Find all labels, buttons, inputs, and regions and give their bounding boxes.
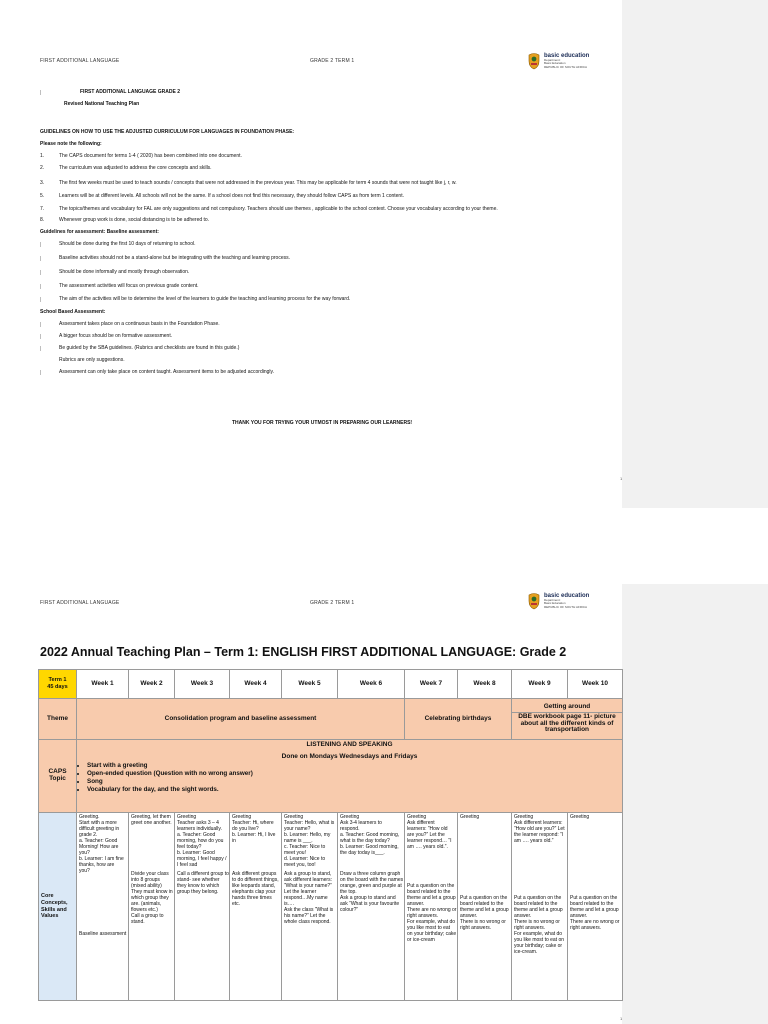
core-concepts-label: Core Concepts, Skills and Values (39, 813, 77, 1001)
caps-topic-content (77, 740, 623, 813)
week-activity (129, 813, 175, 1001)
page-number: 1 (620, 476, 623, 481)
week-activity (282, 813, 338, 1001)
activity-lower: Put a question on the board related to the theme and let a group answer. There is no wrong or right answers. For example, what do you like most to eat on your birthday; cake or ice-cream. (514, 895, 565, 955)
week-activity (77, 813, 129, 1001)
document-page-1 (0, 0, 622, 508)
activity-lower: Ask different groups to do different things, like leopards stand, elephants clap your hands three times etc. (232, 871, 279, 907)
week-header: Week 8 (458, 670, 512, 699)
sba-point: Assessment takes place on a continuous basis in the Foundation Phase. (59, 321, 220, 327)
header-center: GRADE 2 TERM 1 (310, 58, 355, 64)
comment-margin-2 (622, 584, 768, 1024)
bullet: | (40, 322, 42, 328)
point-text: Whenever group work is done, social distancing is to be adhered to. (59, 217, 210, 223)
logo-line1: Department: (544, 597, 561, 602)
baseline-point: Should be done during the first 10 days of returning to school. (59, 241, 196, 247)
caps-topic-row (39, 740, 623, 813)
activity-upper: Greeting Teacher asks 3 – 4 learners individually. a. Teacher: Good morning, how do you feel today? b. Learner: Good morning, I feel happy / I feel sad (177, 814, 227, 868)
caps-topic-label: CAPS Topic (39, 740, 77, 813)
week-header: Week 3 (175, 670, 230, 699)
activity-lower: Divide your class into 8 groups (mixed ability) They must know in which group they are. (animals, flowers etc.) Call a group to stand. (131, 871, 173, 925)
activity-lower: Draw a three column graph on the board with the names orange, green and purple at the top. Ask a group to stand and ask “What is your favourite colour?” (340, 871, 404, 913)
activity-upper: Greeting Ask 3-4 learners to respond. a. Teacher: Good morning, what is the day today? b. Learner: Good morning, the day today is___. (340, 814, 400, 856)
header-left: FIRST ADDITIONAL LANGUAGE (40, 58, 120, 64)
activity-upper: Greeting (460, 814, 480, 820)
week-activity (338, 813, 405, 1001)
activity-upper: Greeting. Start with a more difficult greeting in grade 2. a. Teacher: Good Morning! How are you? b. Learner: I am fine thanks, how are you? (79, 814, 124, 874)
bullet: | (40, 90, 42, 96)
logo-line3: REPUBLIC OF SOUTH AFRICA (544, 64, 588, 69)
activity-upper: Greeting Teacher: Hello, what is your name? b. Learner: Hello, my name is ___. c. Teacher: Nice to meet you! d. Learner: Nice to meet you, too! (284, 814, 335, 868)
doc-title: FIRST ADDITIONAL LANGUAGE GRADE 2 (80, 89, 181, 95)
logo-line2: Basic Education (544, 601, 566, 606)
activity-lower: Put a question on the board related to the theme and let a group answer. There is no wrong or right answers. (460, 895, 509, 931)
bullet: | (40, 334, 42, 340)
week-header: Week 9 (512, 670, 568, 699)
sba-point: Rubrics are only suggestions. (59, 357, 125, 363)
week-activity (175, 813, 230, 1001)
point-text: The topics/themes and vocabulary for FAL are only suggestions and not compulsory. Teachers should use themes , applicable to the school context. Choose your vocabulary according to your theme. (59, 206, 498, 212)
coat-of-arms-icon (527, 592, 541, 610)
header-center: GRADE 2 TERM 1 (310, 600, 355, 606)
page-number: 1 (620, 1016, 623, 1021)
atp-title: 2022 Annual Teaching Plan – Term 1: ENGLISH FIRST ADDITIONAL LANGUAGE: Grade 2 (40, 645, 567, 659)
dbe-logo (527, 592, 589, 610)
week-header: Week 1 (77, 670, 129, 699)
week-activity (568, 813, 623, 1001)
week-header: Week 5 (282, 670, 338, 699)
baseline-point: The aim of the activities will be to determine the level of the learners to guide the teaching and learning process for the way forward. (59, 296, 351, 302)
note-heading: Please note the following: (40, 141, 102, 147)
theme-getting-around-title: Getting around (512, 703, 622, 713)
logo-line1: Department: (544, 57, 561, 62)
caps-item: • Song (87, 778, 620, 786)
coat-of-arms-icon (527, 52, 541, 70)
point-number: 3. (40, 180, 45, 186)
week-activity (512, 813, 568, 1001)
bullet: | (40, 284, 42, 290)
logo-name: basic education (544, 52, 590, 59)
caps-item: • Open-ended question (Question with no wrong answer) (87, 770, 620, 778)
baseline-point: Should be done informally and mostly through observation. (59, 269, 190, 275)
theme-label: Theme (39, 699, 77, 740)
bullet: | (40, 256, 42, 262)
activity-upper: Greeting, let them greet one another. (131, 814, 172, 826)
caps-list (87, 762, 620, 794)
bullet: | (40, 270, 42, 276)
week-activity (230, 813, 282, 1001)
week-header: Week 2 (129, 670, 175, 699)
week-activity (405, 813, 458, 1001)
done-on-days: Done on Mondays Wednesdays and Fridays (281, 752, 418, 760)
activity-lower: Put a question on the board related to the theme and let a group answer. There are no wrong or right answers. (570, 895, 620, 931)
week-header: Week 10 (568, 670, 623, 699)
week-activity (458, 813, 512, 1001)
activity-upper: Greeting (570, 814, 590, 820)
activity-upper: Greeting Teacher: Hi, where do you live? b. Learner: Hi, I live in (232, 814, 276, 844)
point-number: 5. (40, 193, 45, 199)
point-number: 2. (40, 165, 45, 171)
logo-name: basic education (544, 592, 590, 599)
activity-lower: Ask a group to stand, ask different learners: “What is your name?” Let the learner respond…My name is…. Ask the class “What is his name?” Let the whole class respond. (284, 871, 334, 925)
baseline-point: Baseline activities should not be a stand-alone but be integrating with the teaching and learning process. (59, 255, 290, 261)
point-number: 7. (40, 206, 45, 212)
caps-item: • Start with a greeting (87, 762, 620, 770)
activity-lower: Call a different group to stand- see whether they know to which group they belong. (177, 871, 229, 895)
bullet: | (40, 370, 42, 376)
theme-getting-around (512, 699, 623, 740)
baseline-heading: Guidelines for assessment: Baseline assessment: (40, 229, 159, 235)
sba-point: Assessment can only take place on content taught. Assessment items to be adjusted accordingly. (59, 369, 275, 375)
header-left: FIRST ADDITIONAL LANGUAGE (40, 600, 120, 606)
activity-upper: Greeting Ask different learners: “How old are you?” Let the learner respond… “I am …. years old.”. (407, 814, 452, 850)
bullet: | (40, 242, 42, 248)
bullet: | (40, 297, 42, 303)
activity-upper: Greeting Ask different learners: “How old are you?” Let the learner respond: “I am …. years old.” (514, 814, 565, 844)
theme-row (39, 699, 623, 740)
baseline-point: The assessment activities will focus on previous grade content. (59, 283, 199, 289)
logo-line3: REPUBLIC OF SOUTH AFRICA (544, 604, 588, 609)
theme-birthdays: Celebrating birthdays (405, 699, 512, 740)
bullet: | (40, 346, 42, 352)
point-text: Learners will be at different levels. All schools will not be the same. If a school does not find this necessary, they should follow CAPS as from term 1 content. (59, 193, 404, 199)
thanks-line: THANK YOU FOR TRYING YOUR UTMOST IN PREPARING OUR LEARNERS! (232, 420, 413, 426)
comment-margin-1 (622, 0, 768, 508)
term-label: Term 1 45 days (39, 670, 77, 699)
point-text: The CAPS document for terms 1-4 ( 2020) has been combined into one document. (59, 153, 242, 159)
point-number: 1. (40, 153, 45, 159)
listening-heading: LISTENING AND SPEAKING (306, 741, 393, 748)
caps-item: • Vocabulary for the day, and the sight words. (87, 786, 620, 794)
sba-point: Be guided by the SBA guidelines. (Rubrics and checklists are found in this guide.) (59, 345, 240, 351)
week-header: Week 7 (405, 670, 458, 699)
logo-line2: Basic Education (544, 61, 566, 66)
week-header-row (39, 670, 623, 699)
week-header: Week 4 (230, 670, 282, 699)
guidelines-heading: GUIDELINES ON HOW TO USE THE ADJUSTED CURRICULUM FOR LANGUAGES IN FOUNDATION PHASE: (40, 129, 295, 135)
core-concepts-row (39, 813, 623, 1001)
theme-consolidation: Consolidation program and baseline assessment (77, 699, 405, 740)
activity-lower: Baseline assessment (79, 931, 127, 937)
point-number: 8. (40, 217, 45, 223)
dbe-logo (527, 52, 589, 70)
week-header: Week 6 (338, 670, 405, 699)
point-text: The first few weeks must be used to teach sounds / concepts that were not addressed in the previous year. This may be applicable for term 4 sounds that were not taught like j, r, w. (59, 180, 457, 186)
activity-lower: Put a question on the board related to the theme and let a group answer. There are no wrong or right answers. For example, what do you like most to eat on your birthday; cake or ice-cream (407, 883, 457, 943)
sba-point: A bigger focus should be on formative assessment. (59, 333, 173, 339)
theme-dbe-workbook: DBE workbook page 11- picture about all the different kinds of transportation (518, 712, 616, 734)
doc-subtitle: Revised National Teaching Plan (64, 101, 140, 107)
annual-teaching-plan-table (38, 669, 623, 1001)
sba-heading: School Based Assessment: (40, 309, 106, 315)
point-text: The curriculum was adjusted to address the core concepts and skills. (59, 165, 212, 171)
